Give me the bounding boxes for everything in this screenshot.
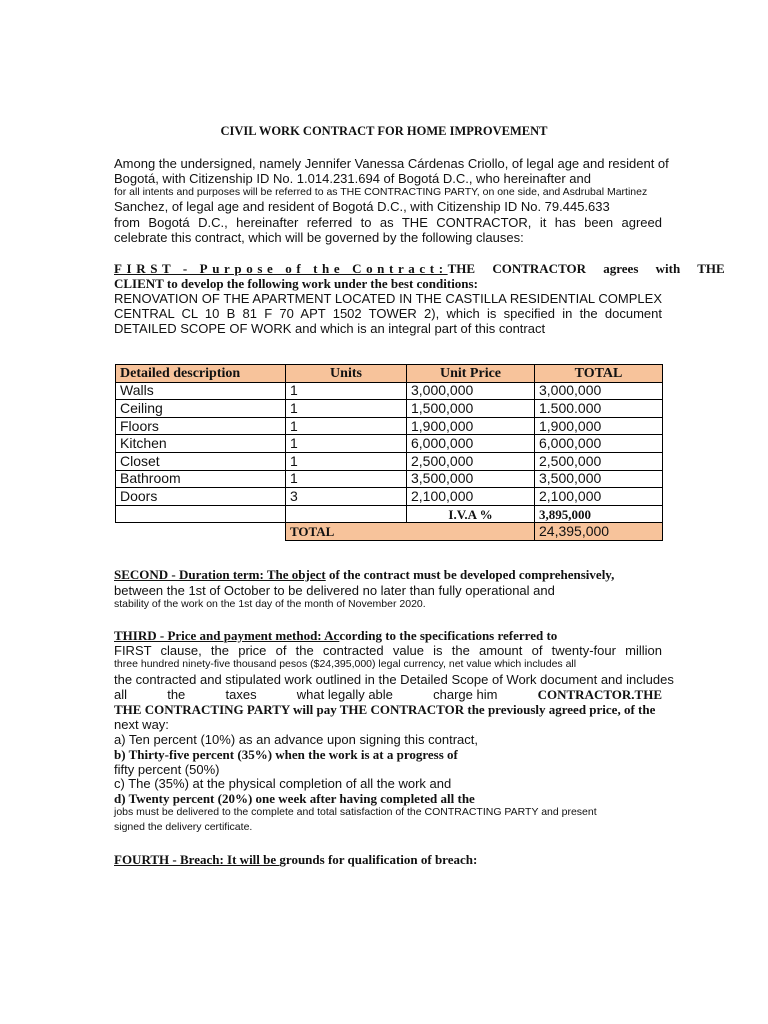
cell-unit-price: 1,900,000 xyxy=(407,417,535,435)
header-unit-price: Unit Price xyxy=(407,365,535,383)
intro-line-1: Among the undersigned, namely Jennifer Vanessa Cárdenas Criollo, of legal age and resident of xyxy=(114,156,669,171)
fourth-clause-lead: grounds for qualification of breach: xyxy=(279,852,478,867)
intro-line-4: Sanchez, of legal age and resident of Bogotá D.C., with Citizenship ID No. 79.445.633 xyxy=(114,199,610,214)
intro-line-3: for all intents and purposes will be referred to as THE CONTRACTING PARTY, on one side, and Asdrubal Martinez xyxy=(114,186,648,198)
payment-item-b-cont: fifty percent (50%) xyxy=(114,762,220,777)
second-clause-line-1 xyxy=(114,567,662,583)
cell-units: 1 xyxy=(286,470,407,488)
cell-description: Ceiling xyxy=(116,400,286,418)
first-clause-line-3: RENOVATION OF THE APARTMENT LOCATED IN THE CASTILLA RESIDENTIAL COMPLEX xyxy=(114,291,662,306)
first-clause-heading: FIRST - Purpose of the Contract: xyxy=(114,261,448,276)
third-clause-line-3: three hundred ninety-five thousand pesos ($24,395,000) legal currency, net value which includes all xyxy=(114,658,577,670)
second-clause-lead: of the contract must be developed comprehensively, xyxy=(325,567,615,582)
cell-total: 2,100,000 xyxy=(535,488,663,506)
payment-item-a: a) Ten percent (10%) as an advance upon signing this contract, xyxy=(114,732,478,747)
intro-line-6: celebrate this contract, which will be governed by the following clauses: xyxy=(114,230,524,245)
fourth-clause-heading: FOURTH - Breach: It will be xyxy=(114,852,280,867)
header-total: TOTAL xyxy=(535,365,663,383)
cell-description: Floors xyxy=(116,417,286,435)
table-row xyxy=(116,400,663,418)
cell-description: Kitchen xyxy=(116,435,286,453)
total-value: 24,395,000 xyxy=(535,523,663,541)
document-title: CIVIL WORK CONTRACT FOR HOME IMPROVEMENT xyxy=(220,124,548,138)
third-clause-line-4: the contracted and stipulated work outlined in the Detailed Scope of Work document and includes xyxy=(114,672,674,687)
table-row xyxy=(116,417,663,435)
table-row xyxy=(116,452,663,470)
third-clause-line-2: FIRST clause, the price of the contracted value is the amount of twenty-four million xyxy=(114,643,662,658)
third-clause-heading: THIRD - Price and payment method: Ac xyxy=(114,628,340,643)
table-row xyxy=(116,470,663,488)
total-label: TOTAL xyxy=(286,523,535,541)
intro-line-2: Bogotá, with Citizenship ID No. 1.014.231.694 of Bogotá D.C., who hereinafter and xyxy=(114,171,591,186)
cell-total: 1.500.000 xyxy=(535,400,663,418)
third-clause-line-7: next way: xyxy=(114,717,169,732)
header-description: Detailed description xyxy=(116,365,286,383)
cell-units: 1 xyxy=(286,417,407,435)
table-row xyxy=(116,435,663,453)
second-clause-line-3: stability of the work on the 1st day of the month of November 2020. xyxy=(114,598,426,610)
second-clause-heading: SECOND - Duration term: The object xyxy=(114,567,326,582)
third-clause-lead: cording to the specifications referred to xyxy=(339,628,558,643)
iva-row xyxy=(116,505,663,523)
scope-of-work-table xyxy=(115,364,663,541)
first-clause-lead: THE CONTRACTOR agrees with THE xyxy=(447,261,725,276)
header-units: Units xyxy=(286,365,407,383)
cell-unit-price: 3,500,000 xyxy=(407,470,535,488)
third-clause-line-6: THE CONTRACTING PARTY will pay THE CONTRACTOR the previously agreed price, of the xyxy=(114,702,656,717)
fourth-clause-line-1 xyxy=(114,852,662,868)
cell-description: Closet xyxy=(116,452,286,470)
cell-unit-price: 3,000,000 xyxy=(407,382,535,400)
table-header-row xyxy=(116,365,663,383)
cell-units: 1 xyxy=(286,400,407,418)
payment-item-c: c) The (35%) at the physical completion of all the work and xyxy=(114,776,452,791)
first-clause-line-4: CENTRAL CL 10 B 81 F 70 APT 1502 TOWER 2), which is specified in the document xyxy=(114,306,662,321)
third-clause-line-1 xyxy=(114,628,662,644)
cell-unit-price: 2,500,000 xyxy=(407,452,535,470)
table-row xyxy=(116,382,663,400)
second-clause-line-2: between the 1st of October to be delivered no later than fully operational and xyxy=(114,583,555,598)
intro-line-5: from Bogotá D.C., hereinafter referred to as THE CONTRACTOR, it has been agreed xyxy=(114,215,662,230)
first-clause-line-5: DETAILED SCOPE OF WORK and which is an integral part of this contract xyxy=(114,321,546,336)
table-row xyxy=(116,488,663,506)
cell-total: 2,500,000 xyxy=(535,452,663,470)
first-clause-line-2: CLIENT to develop the following work under the best conditions: xyxy=(114,276,478,291)
cell-total: 3,500,000 xyxy=(535,470,663,488)
payment-item-d-cont: jobs must be delivered to the complete and total satisfaction of the CONTRACTING PARTY and present xyxy=(114,806,597,818)
cell-units: 3 xyxy=(286,488,407,506)
iva-label: I.V.A % xyxy=(407,505,535,523)
cell-total: 6,000,000 xyxy=(535,435,663,453)
total-row xyxy=(116,523,663,541)
cell-units: 1 xyxy=(286,382,407,400)
payment-item-d: d) Twenty percent (20%) one week after having completed all the xyxy=(114,791,475,806)
first-clause-line-1 xyxy=(114,261,725,277)
cell-units: 1 xyxy=(286,452,407,470)
cell-unit-price: 1,500,000 xyxy=(407,400,535,418)
cell-units: 1 xyxy=(286,435,407,453)
cell-description: Doors xyxy=(116,488,286,506)
payment-item-d-cont-2: signed the delivery certificate. xyxy=(114,821,253,833)
cell-total: 1,900,000 xyxy=(535,417,663,435)
cell-description: Walls xyxy=(116,382,286,400)
cell-description: Bathroom xyxy=(116,470,286,488)
iva-value: 3,895,000 xyxy=(535,505,663,523)
cell-unit-price: 2,100,000 xyxy=(407,488,535,506)
cell-unit-price: 6,000,000 xyxy=(407,435,535,453)
cell-total: 3,000,000 xyxy=(535,382,663,400)
payment-item-b: b) Thirty-five percent (35%) when the work is at a progress of xyxy=(114,747,458,762)
third-clause-line-5: all the taxes what legally able charge him CONTRACTOR.THE xyxy=(114,687,662,702)
